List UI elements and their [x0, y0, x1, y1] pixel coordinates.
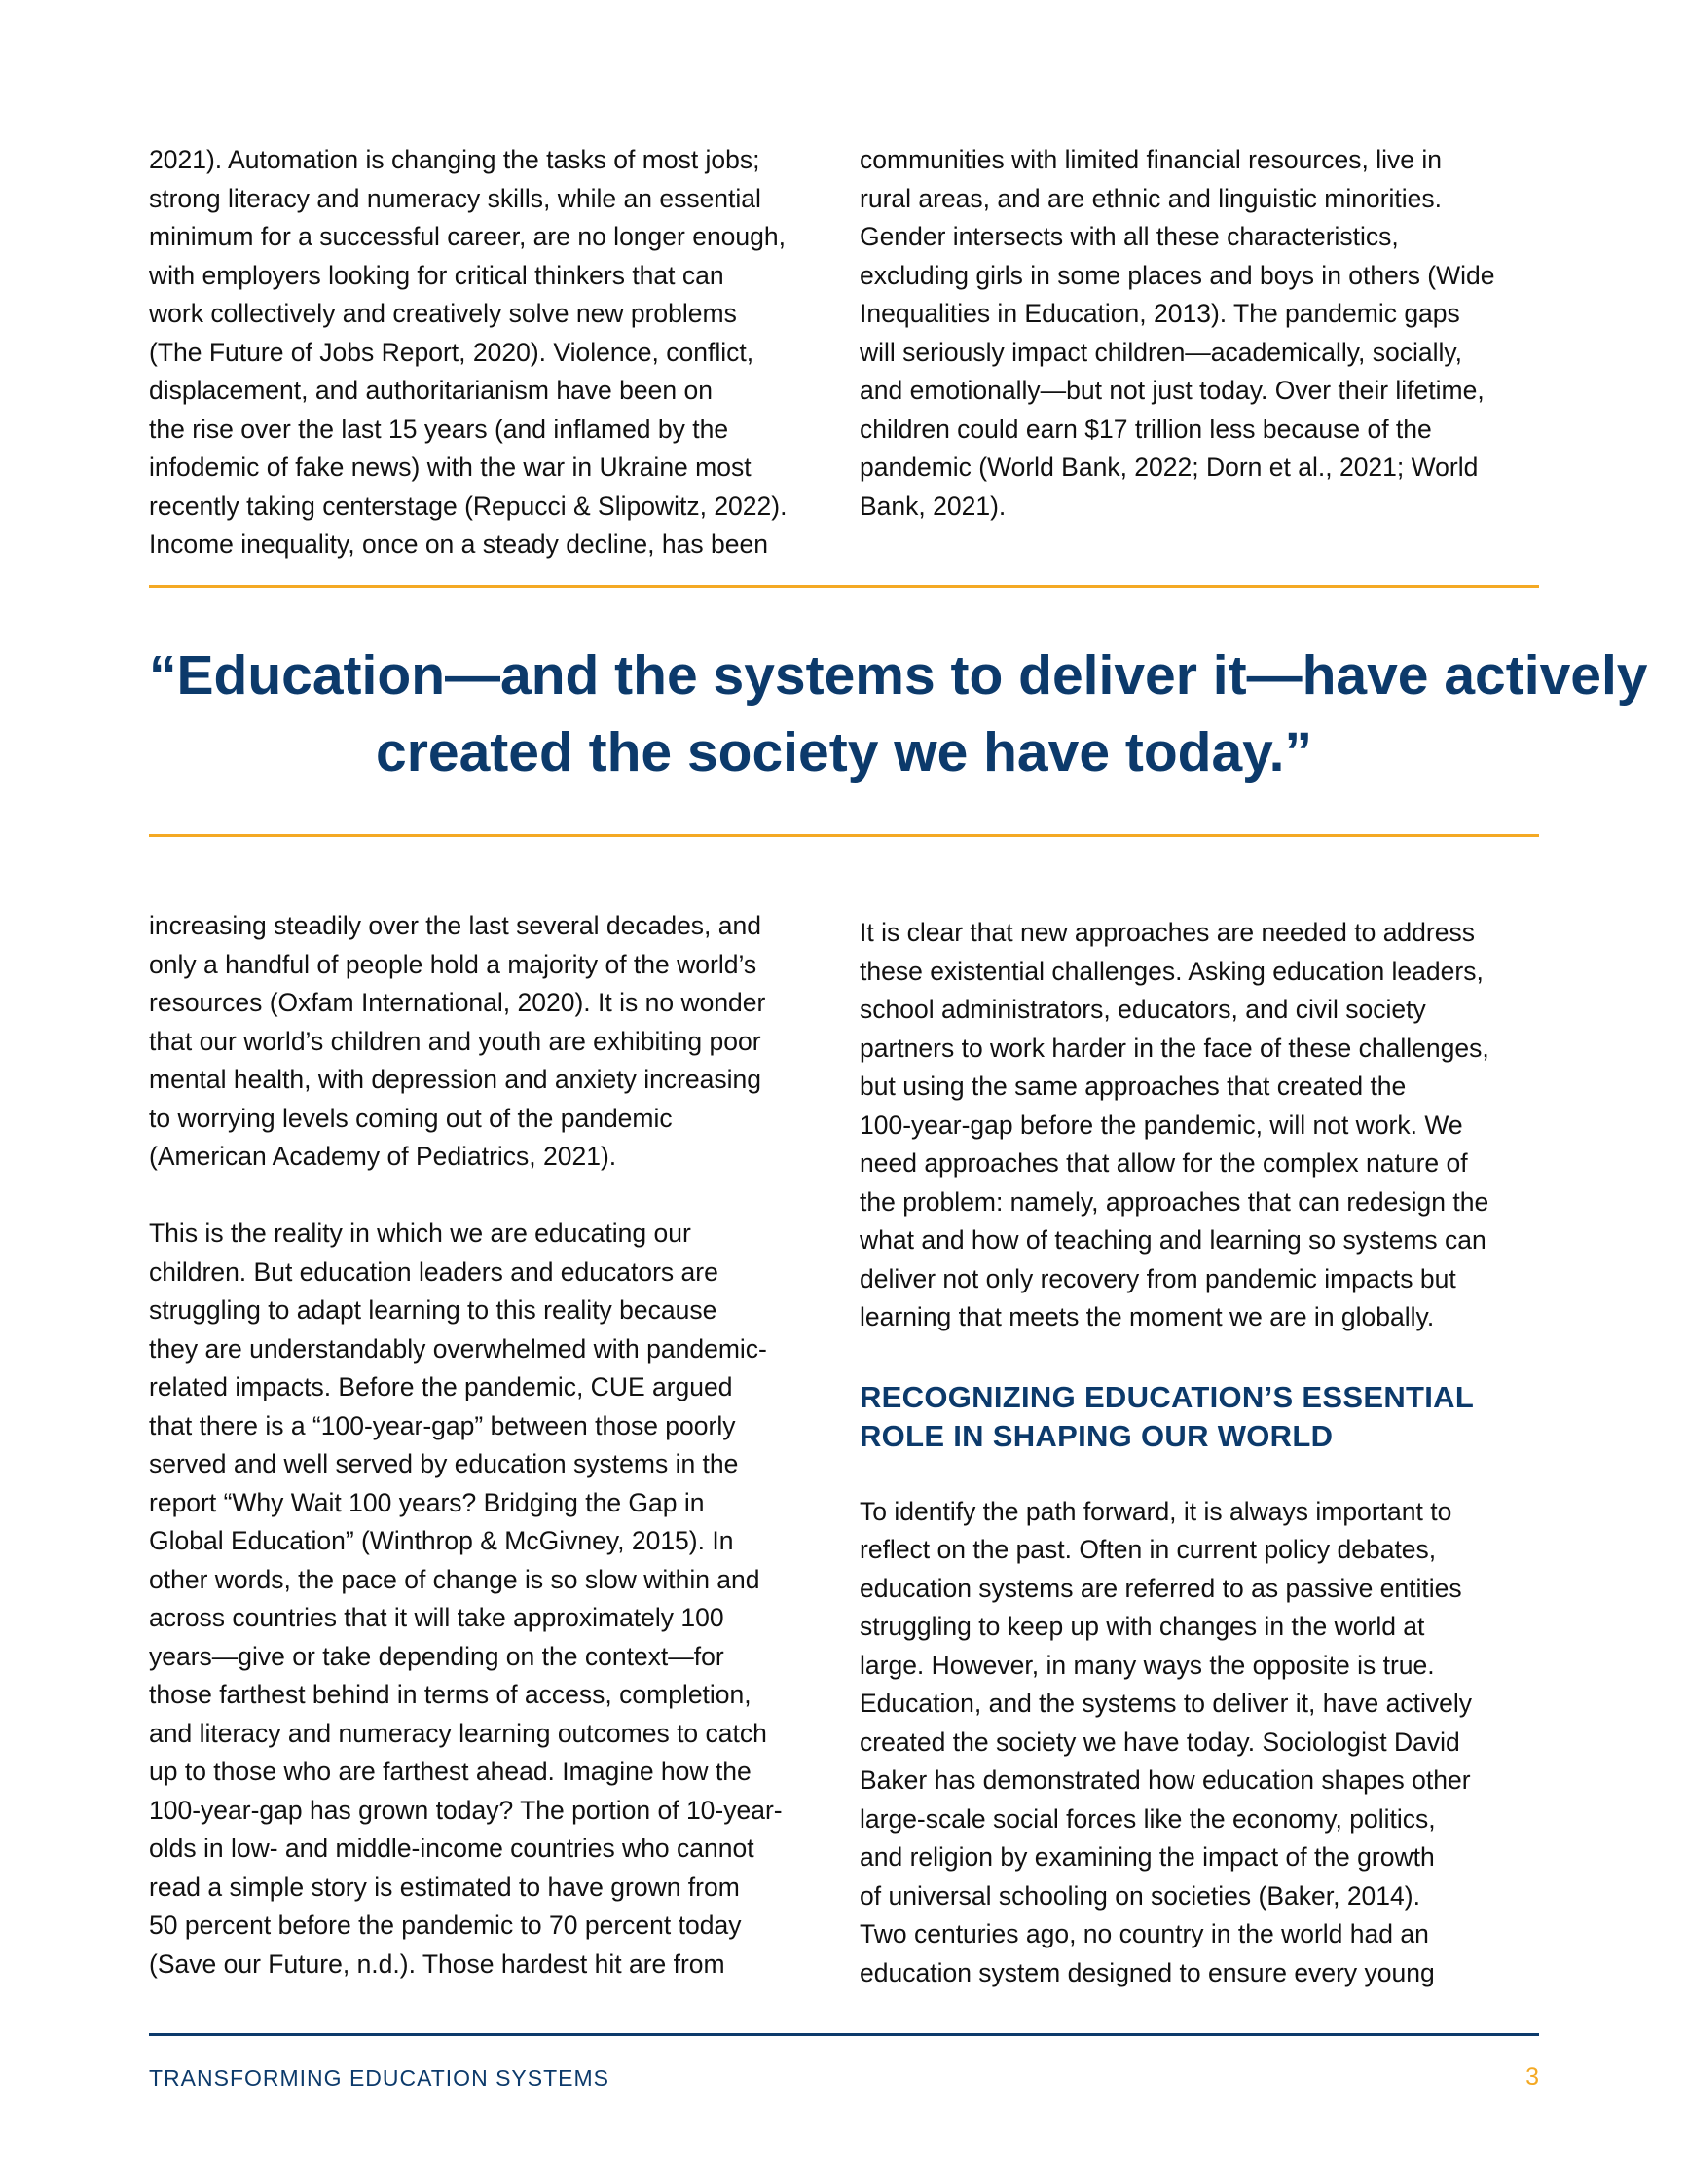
pull-quote [149, 637, 1648, 791]
text-line: Inequalities in Education, 2013). The pandemic gaps [860, 299, 1460, 328]
text-line: education system designed to ensure every young [860, 1957, 1435, 1987]
text-line: those farthest behind in terms of access, completion, [149, 1680, 752, 1709]
footer-title: TRANSFORMING EDUCATION SYSTEMS [149, 2065, 609, 2091]
text-line: olds in low- and middle-income countries who cannot [149, 1834, 754, 1863]
text-line: partners to work harder in the face of these challenges, [860, 1033, 1489, 1063]
text-line: deliver not only recovery from pandemic impacts but [860, 1263, 1456, 1293]
text-line: 100-year-gap before the pandemic, will not work. We [860, 1110, 1463, 1140]
page-number: 3 [1525, 2063, 1539, 2091]
text-line: rural areas, and are ethnic and linguistic minorities. [860, 183, 1443, 213]
text-line: large. However, in many ways the opposite is true. [860, 1650, 1435, 1680]
pull-quote-line: created the society we have today.” [376, 721, 1312, 783]
text-line: children could earn $17 trillion less because of the [860, 414, 1432, 444]
text-line: mental health, with depression and anxiety increasing [149, 1065, 762, 1094]
text-line: increasing steadily over the last several decades, and [149, 911, 761, 940]
text-line: pandemic (World Bank, 2022; Dorn et al., 2021; World [860, 453, 1479, 482]
text-line: struggling to adapt learning to this reality because [149, 1295, 717, 1325]
text-line: It is clear that new approaches are needed to address [860, 918, 1475, 947]
text-line: strong literacy and numeracy skills, while an essential [149, 183, 761, 213]
text-line: the problem: namely, approaches that can redesign the [860, 1186, 1489, 1217]
text-line: related impacts. Before the pandemic, CUE argued [149, 1372, 733, 1401]
text-line: what and how of teaching and learning so systems can [860, 1225, 1486, 1255]
text-line: To identify the path forward, it is always important to [860, 1496, 1452, 1526]
text-line: created the society we have today. Sociologist David [860, 1727, 1460, 1757]
text-line: (Save our Future, n.d.). Those hardest hit are from [149, 1948, 725, 1979]
section-heading [860, 1378, 1541, 1456]
text-line: and literacy and numeracy learning outcomes to catch [149, 1718, 767, 1748]
text-line: that our world’s children and youth are exhibiting poor [149, 1026, 761, 1056]
text-line: This is the reality in which we are educating our [149, 1219, 691, 1248]
text-line: 50 percent before the pandemic to 70 percent today [149, 1911, 742, 1940]
text-line: need approaches that allow for the complex nature of [860, 1148, 1468, 1178]
text-line: read a simple story is estimated to have grown from [149, 1872, 740, 1902]
text-line: 2021). Automation is changing the tasks of most jobs; [149, 145, 760, 174]
text-line: Global Education” (Winthrop & McGivney, 2015). In [149, 1526, 734, 1555]
text-line: education systems are referred to as passive entities [860, 1573, 1462, 1603]
text-line: Baker has demonstrated how education shapes other [860, 1765, 1471, 1795]
text-line: (American Academy of Pediatrics, 2021). [149, 1142, 617, 1171]
pull-quote-top-rule [149, 585, 1539, 588]
text-line: school administrators, educators, and civil society [860, 995, 1426, 1024]
text-line: Gender intersects with all these characteristics, [860, 222, 1399, 251]
text-line: recently taking centerstage (Repucci & Slipowitz, 2022). [149, 491, 788, 521]
text-line: and religion by examining the impact of the growth [860, 1842, 1435, 1872]
text-line: large-scale social forces like the economy, politics, [860, 1803, 1436, 1834]
section-heading-line: ROLE IN SHAPING OUR WORLD [860, 1418, 1334, 1453]
text-line: Education, and the systems to deliver it, have actively [860, 1689, 1472, 1718]
text-line: infodemic of fake news) with the war in Ukraine most [149, 453, 752, 482]
text-line: 100-year-gap has grown today? The portion of 10-year- [149, 1795, 783, 1825]
text-line: minimum for a successful career, are no longer enough, [149, 222, 786, 251]
text-line: report “Why Wait 100 years? Bridging the Gap in [149, 1487, 705, 1517]
top-left-column [149, 141, 830, 564]
text-line: to worrying levels coming out of the pandemic [149, 1103, 673, 1133]
text-line: (The Future of Jobs Report, 2020). Violence, conflict, [149, 337, 754, 367]
pull-quote-bottom-rule [149, 834, 1539, 837]
section-heading-line: RECOGNIZING EDUCATION’S ESSENTIAL [860, 1379, 1475, 1414]
text-line: of universal schooling on societies (Baker, 2014). [860, 1880, 1420, 1911]
text-line: excluding girls in some places and boys in others (Wide [860, 260, 1495, 290]
text-line: that there is a “100-year-gap” between those poorly [149, 1410, 736, 1440]
text-line: communities with limited financial resources, live in [860, 145, 1442, 174]
top-right-column [860, 141, 1541, 526]
text-line: Income inequality, once on a steady decline, has been [149, 529, 768, 559]
footer-rule [149, 2033, 1539, 2036]
bottom-left-column [149, 907, 830, 1984]
text-line: learning that meets the moment we are in globally. [860, 1302, 1435, 1331]
text-line: children. But education leaders and educators are [149, 1256, 718, 1287]
text-line: served and well served by education systems in the [149, 1449, 739, 1478]
text-line: resources (Oxfam International, 2020). It is no wonder [149, 988, 766, 1017]
text-line: years—give or take depending on the context—for [149, 1641, 724, 1671]
text-line: displacement, and authoritarianism have been on [149, 376, 713, 405]
text-line: and emotionally—but not just today. Over their lifetime, [860, 376, 1485, 405]
text-line: but using the same approaches that created the [860, 1072, 1407, 1101]
text-line: only a handful of people hold a majority of the world’s [149, 949, 757, 979]
text-line: Bank, 2021). [860, 491, 1007, 521]
text-line: will seriously impact children—academically, socially, [860, 337, 1463, 367]
text-line: they are understandably overwhelmed with pandemic- [149, 1333, 767, 1364]
text-line: Two centuries ago, no country in the world had an [860, 1919, 1429, 1948]
text-line: reflect on the past. Often in current policy debates, [860, 1535, 1437, 1564]
bottom-right-column [860, 914, 1541, 1992]
text-line: these existential challenges. Asking education leaders, [860, 956, 1484, 986]
text-line: across countries that it will take approximately 100 [149, 1603, 724, 1632]
text-line: with employers looking for critical thinkers that can [149, 260, 724, 290]
pull-quote-line: “Education—and the systems to deliver it—have actively [149, 644, 1648, 707]
text-line: the rise over the last 15 years (and inflamed by the [149, 414, 729, 444]
text-line: struggling to keep up with changes in the world at [860, 1612, 1425, 1641]
text-line: work collectively and creatively solve new problems [149, 299, 737, 328]
text-line: up to those who are farthest ahead. Imagine how the [149, 1757, 752, 1786]
paragraph-gap [149, 1177, 830, 1216]
text-line: other words, the pace of change is so slow within and [149, 1564, 760, 1594]
